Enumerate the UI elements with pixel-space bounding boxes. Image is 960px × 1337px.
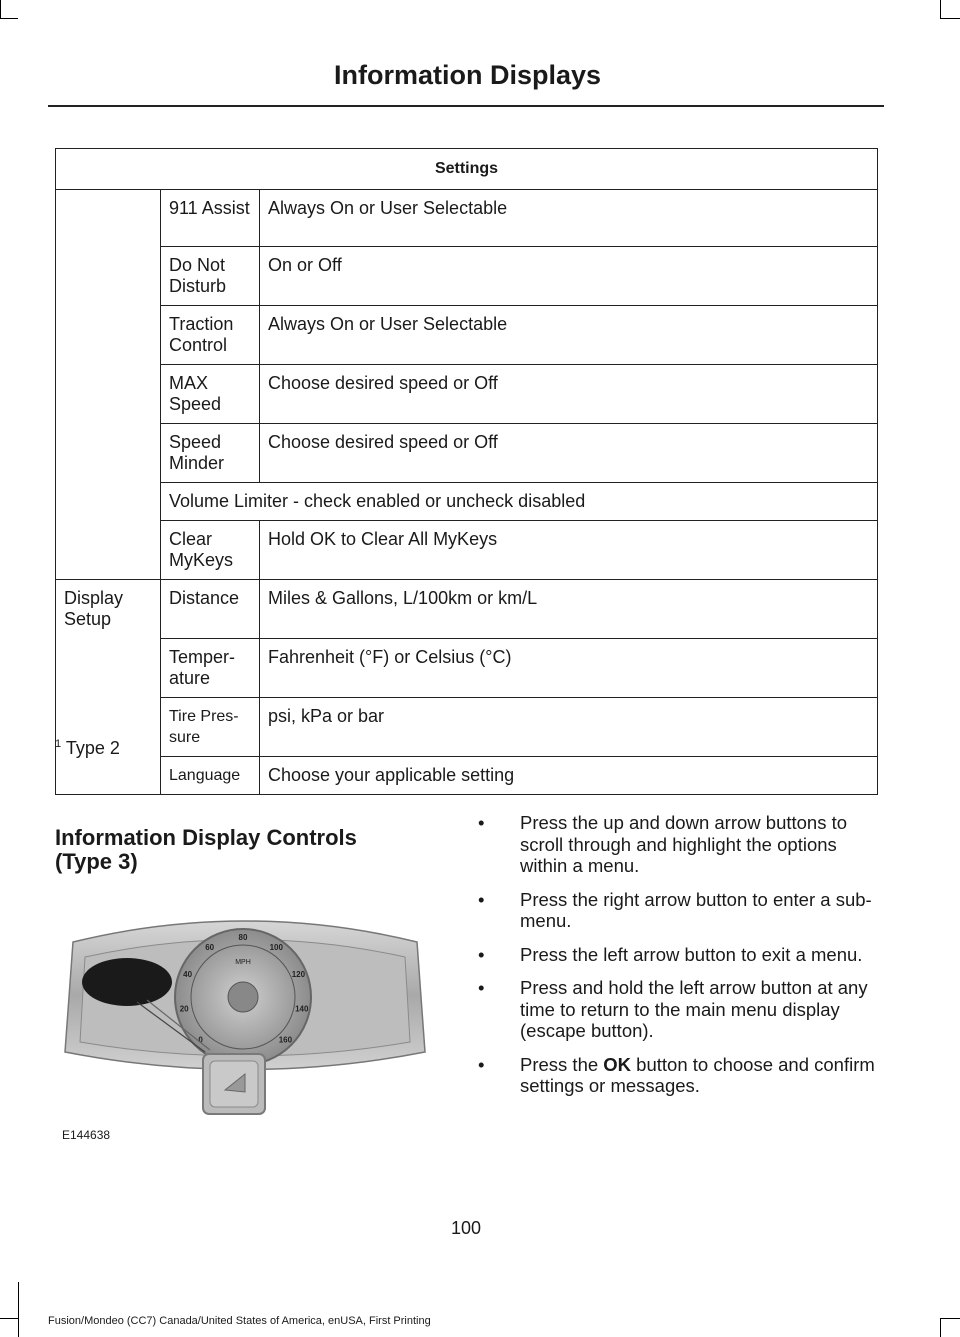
speed-tick-label: 140	[295, 1004, 309, 1014]
bullet-glyph: •	[478, 888, 485, 910]
group-cell	[56, 521, 161, 580]
figure-code: E144638	[62, 1128, 111, 1142]
group-cell	[56, 424, 161, 483]
bullet-glyph: •	[478, 812, 485, 833]
setting-name: Do Not Disturb	[161, 247, 260, 306]
table-row	[56, 190, 878, 247]
setting-name: 911 Assist	[161, 190, 260, 247]
setting-value: Always On or User Selectable	[260, 306, 878, 365]
speed-tick-label: 80	[238, 933, 248, 942]
speed-tick-label: 120	[291, 970, 306, 979]
bullet-text: Press the up and down arrow buttons to scroll through and highlight the options within a menu.	[520, 812, 848, 876]
table-row	[56, 424, 878, 483]
print-line: Fusion/Mondeo (CC7) Canada/United States of America, enUSA, First Printing	[48, 1315, 431, 1327]
group-cell	[56, 306, 161, 365]
speed-tick-label: 100	[269, 943, 283, 953]
page-title: Information Displays	[333, 60, 602, 90]
table-row	[56, 697, 878, 756]
setting-name: MAX Speed	[161, 365, 260, 424]
setting-value: Fahrenheit (°F) or Celsius (°C)	[260, 638, 878, 697]
list-item	[472, 977, 884, 1042]
header-rule	[48, 105, 884, 107]
setting-name: Clear MyKeys	[161, 521, 260, 580]
setting-name: Distance	[161, 580, 260, 639]
setting-value: Hold OK to Clear All MyKeys	[260, 521, 878, 580]
group-cell	[56, 365, 161, 424]
crop-mark	[940, 18, 960, 19]
table-row	[56, 756, 878, 794]
crop-mark	[0, 1318, 18, 1319]
setting-value: On or Off	[260, 247, 878, 306]
crop-mark	[18, 1282, 19, 1337]
bullet-text: Press the right arrow button to enter a sub-menu.	[520, 888, 872, 931]
setting-full-row: Volume Limiter - check enabled or uncheck disabled	[161, 483, 878, 521]
table-row	[56, 580, 878, 639]
bullet-text-after: button to choose and confirm settings or messages.	[520, 1053, 875, 1096]
setting-name: Traction Control	[161, 306, 260, 365]
setting-name: Speed Minder	[161, 424, 260, 483]
speed-tick-label: 60	[205, 943, 215, 953]
setting-value: Miles & Gallons, L/100km or km/L	[260, 580, 878, 639]
bullet-glyph: •	[478, 943, 485, 965]
settings-table	[55, 148, 878, 795]
setting-value: psi, kPa or bar	[260, 697, 878, 756]
speed-tick-label: 40	[183, 970, 193, 979]
setting-value: Always On or User Selectable	[260, 190, 878, 247]
bullet-glyph: •	[478, 977, 485, 998]
bullet-list	[472, 812, 884, 1109]
group-label: Display Setup	[56, 580, 161, 639]
table-row	[56, 638, 878, 697]
table-row	[56, 306, 878, 365]
table-row	[56, 483, 878, 521]
list-item	[472, 1054, 884, 1097]
footnote-mark: 1	[55, 738, 62, 750]
table-heading: Settings	[56, 149, 878, 190]
group-cell	[56, 247, 161, 306]
speed-tick-label: 160	[278, 1035, 293, 1045]
bullet-glyph: •	[478, 1053, 485, 1075]
bullet-text: Press and hold the left arrow button at any time to return to the main menu display (escape button).	[520, 977, 868, 1041]
crop-mark	[940, 0, 941, 18]
section-heading: Information Display Controls (Type 3)	[55, 825, 357, 874]
bullet-text-before: Press the	[520, 1053, 604, 1075]
setting-value: Choose desired speed or Off	[260, 424, 878, 483]
bullet-text: Press the left arrow button to exit a menu.	[520, 943, 863, 965]
instrument-cluster-illustration	[55, 902, 435, 1147]
speed-tick-label: 0	[198, 1035, 203, 1045]
setting-value: Choose desired speed or Off	[260, 365, 878, 424]
group-cell	[56, 756, 161, 794]
table-row	[56, 365, 878, 424]
speed-tick-label: 20	[179, 1004, 189, 1014]
group-cell	[56, 483, 161, 521]
setting-name: Tire Pres-sure	[161, 697, 260, 756]
setting-name: Temper-ature	[161, 638, 260, 697]
speed-unit-label: MPH	[235, 959, 251, 966]
list-item	[472, 812, 884, 877]
table-row	[56, 247, 878, 306]
table-row	[56, 521, 878, 580]
list-item	[472, 889, 884, 932]
ok-button-label: OK	[603, 1053, 632, 1075]
display-screen-callout	[82, 958, 172, 1006]
footnote	[55, 738, 120, 759]
page-number: 100	[450, 1218, 482, 1238]
footnote-text: Type 2	[65, 738, 120, 758]
group-cell	[56, 638, 161, 697]
crop-mark	[940, 1318, 941, 1337]
crop-mark	[0, 18, 18, 19]
crop-mark	[940, 1318, 960, 1319]
setting-name: Language	[161, 756, 260, 794]
setting-value: Choose your applicable setting	[260, 756, 878, 794]
crop-mark	[0, 0, 1, 18]
group-cell	[56, 190, 161, 247]
list-item	[472, 944, 884, 966]
